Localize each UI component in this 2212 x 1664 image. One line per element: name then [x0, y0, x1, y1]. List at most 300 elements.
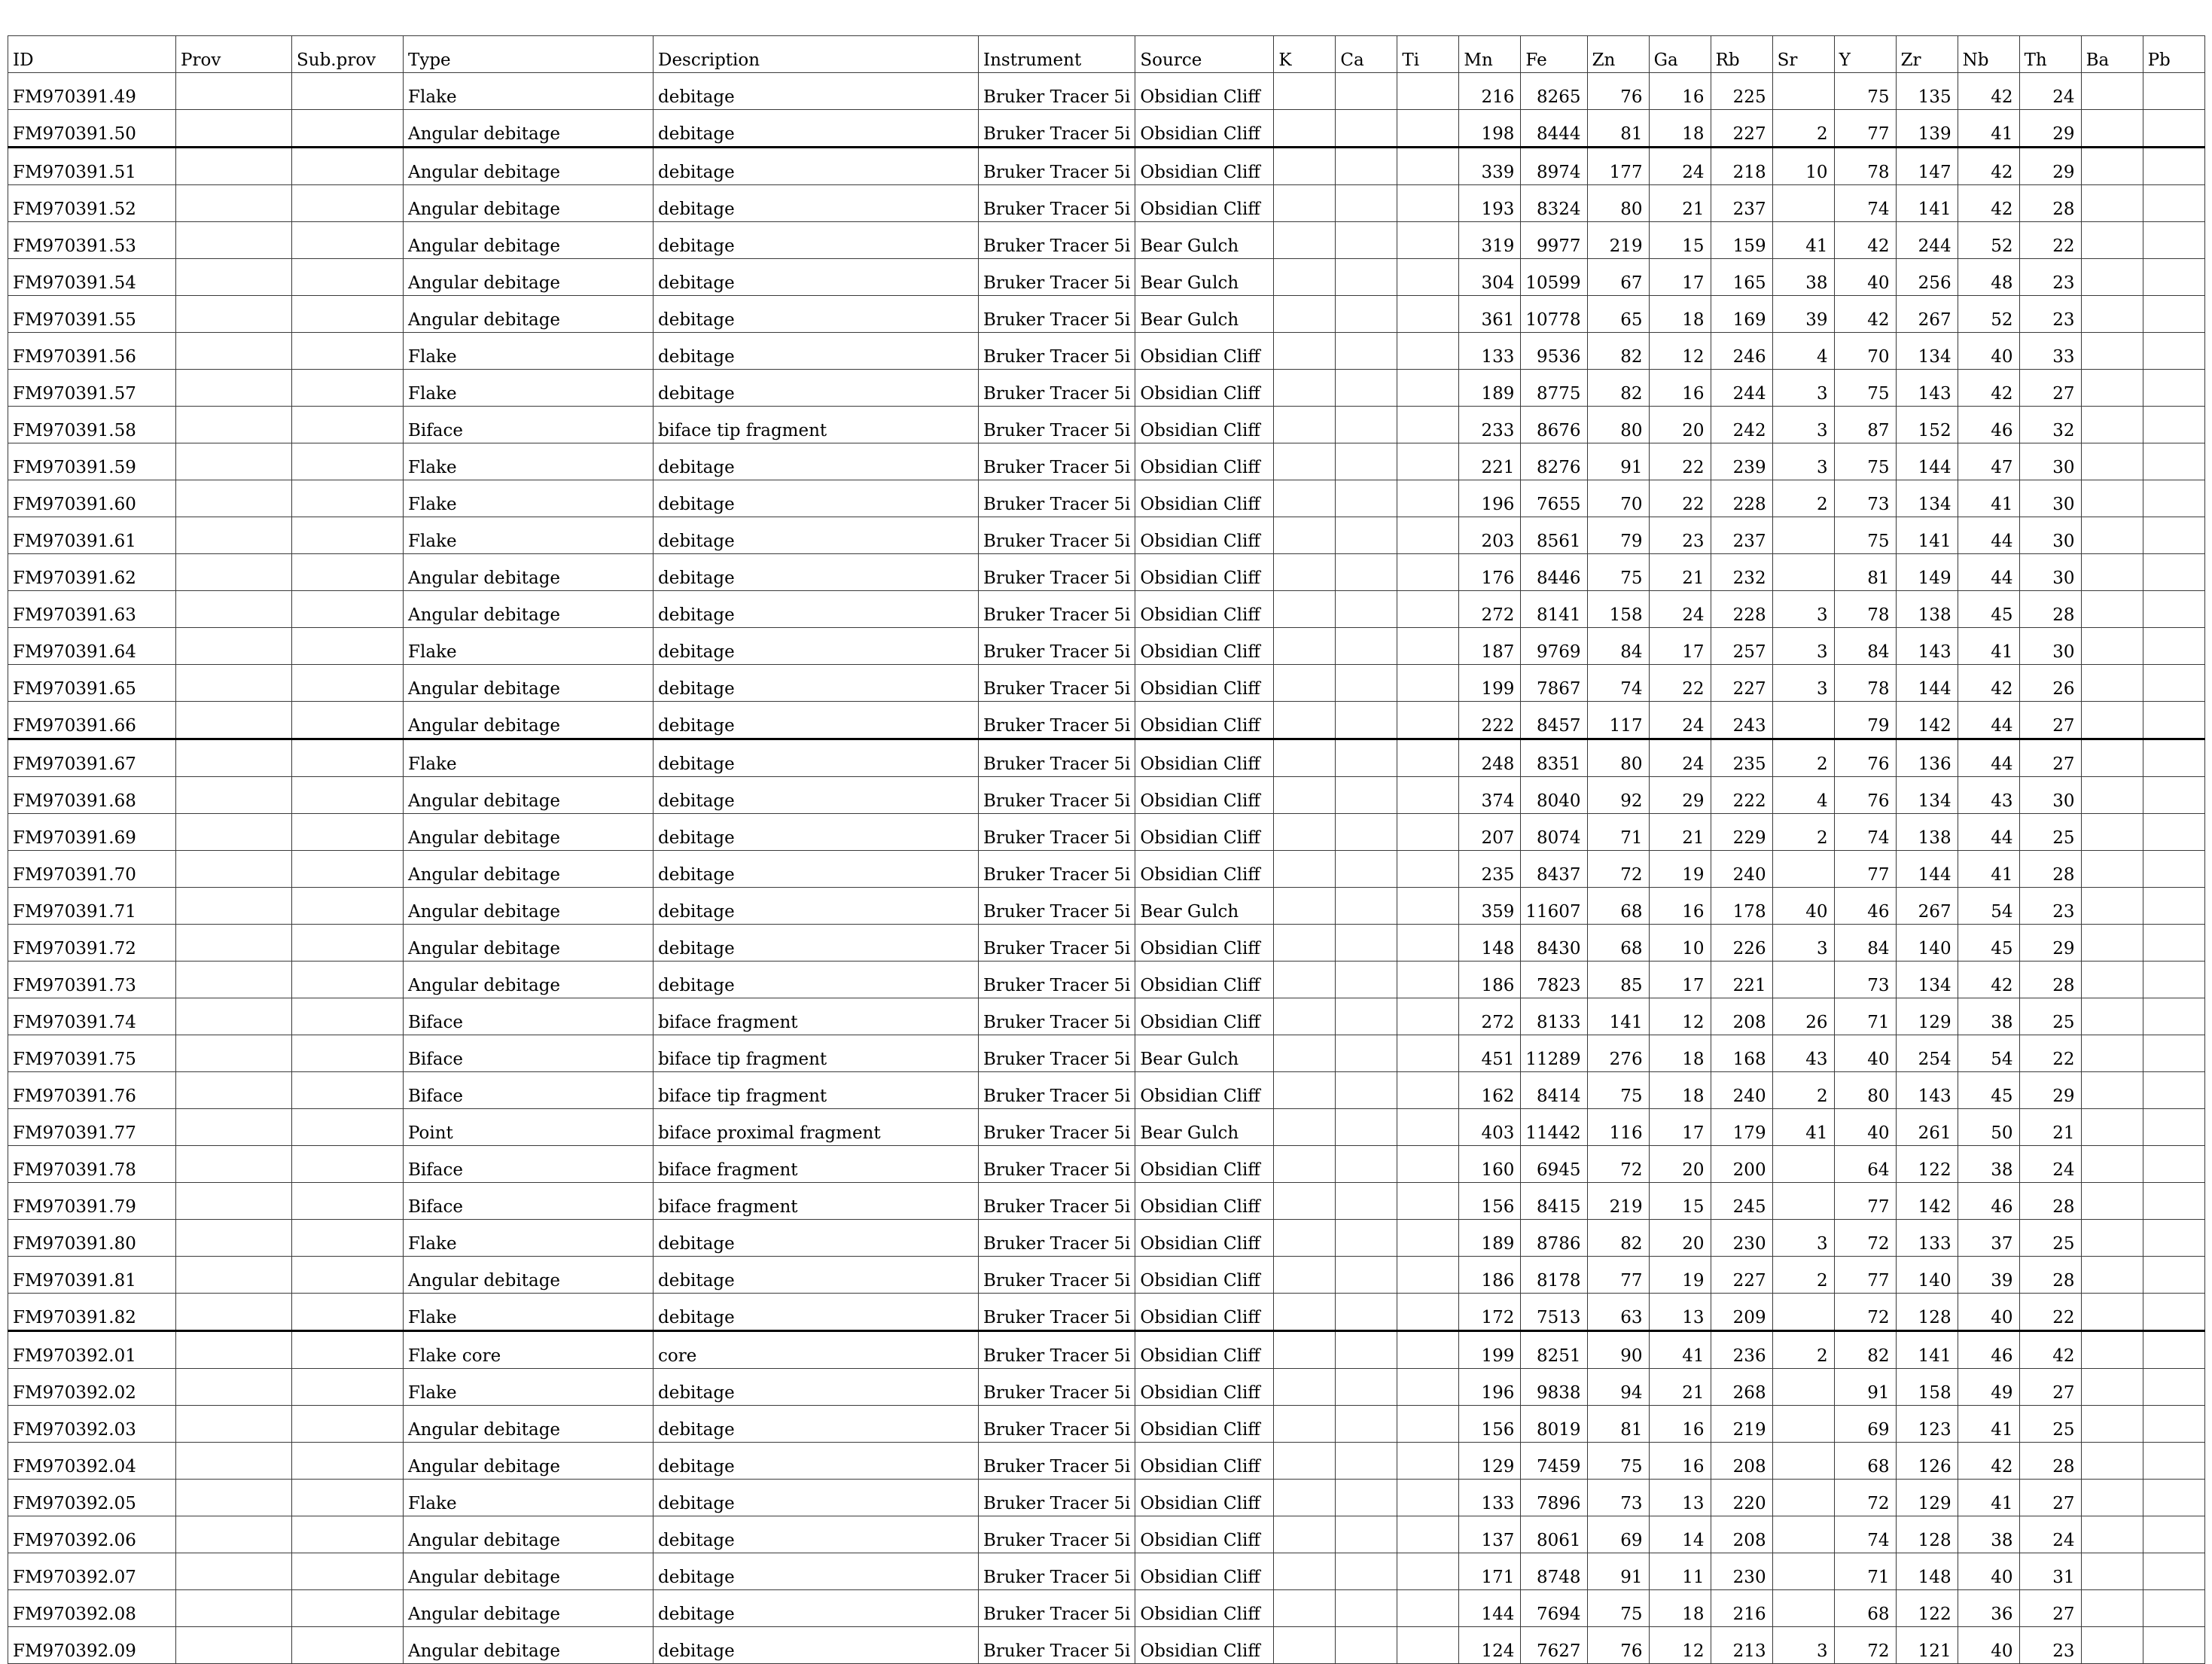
- table-cell: 198: [1459, 110, 1521, 148]
- table-cell: [1274, 962, 1336, 998]
- table-cell: 229: [1711, 814, 1772, 851]
- table-cell: 52: [1958, 222, 2019, 259]
- table-cell: 27: [2019, 370, 2081, 407]
- table-cell: 267: [1896, 888, 1958, 925]
- table-cell: Bruker Tracer 5i: [979, 1406, 1135, 1443]
- table-cell: 227: [1711, 1257, 1772, 1294]
- table-cell: debitage: [654, 1553, 979, 1590]
- table-cell: 22: [1649, 480, 1711, 517]
- table-cell: Obsidian Cliff: [1135, 702, 1274, 739]
- table-cell: 218: [1711, 148, 1772, 185]
- column-header: Y: [1834, 36, 1896, 73]
- table-cell: [176, 888, 292, 925]
- table-cell: 41: [1958, 110, 2019, 148]
- table-cell: Obsidian Cliff: [1135, 370, 1274, 407]
- table-cell: Angular debitage: [404, 888, 654, 925]
- column-header: Zn: [1587, 36, 1649, 73]
- table-cell: Bear Gulch: [1135, 1109, 1274, 1146]
- table-cell: Angular debitage: [404, 148, 654, 185]
- table-cell: debitage: [654, 443, 979, 480]
- table-cell: [2081, 1183, 2143, 1220]
- table-cell: 91: [1834, 1369, 1896, 1406]
- table-cell: [176, 1146, 292, 1183]
- table-cell: 75: [1834, 73, 1896, 110]
- table-cell: 148: [1459, 925, 1521, 962]
- table-cell: [1336, 296, 1397, 333]
- table-cell: 18: [1649, 110, 1711, 148]
- table-row: [8, 1035, 2205, 1072]
- table-cell: [176, 480, 292, 517]
- table-cell: 71: [1587, 814, 1649, 851]
- table-cell: [176, 702, 292, 739]
- table-cell: 38: [1958, 1146, 2019, 1183]
- column-header: Zr: [1896, 36, 1958, 73]
- table-cell: [2143, 1627, 2204, 1664]
- table-cell: Obsidian Cliff: [1135, 148, 1274, 185]
- table-cell: [176, 777, 292, 814]
- table-cell: [1397, 1590, 1459, 1627]
- table-cell: [1274, 407, 1336, 443]
- table-cell: 29: [2019, 925, 2081, 962]
- table-cell: Flake core: [404, 1331, 654, 1369]
- table-cell: [292, 1406, 404, 1443]
- table-cell: Bruker Tracer 5i: [979, 1072, 1135, 1109]
- table-cell: debitage: [654, 222, 979, 259]
- table-cell: Biface: [404, 1146, 654, 1183]
- table-cell: 26: [2019, 665, 2081, 702]
- table-cell: FM970391.75: [8, 1035, 176, 1072]
- table-cell: 17: [1649, 1109, 1711, 1146]
- table-cell: FM970391.49: [8, 73, 176, 110]
- table-cell: [292, 628, 404, 665]
- table-cell: 8040: [1521, 777, 1587, 814]
- table-cell: 11607: [1521, 888, 1587, 925]
- table-cell: 27: [2019, 1480, 2081, 1516]
- table-row: [8, 1072, 2205, 1109]
- table-cell: 28: [2019, 591, 2081, 628]
- table-cell: [2081, 1331, 2143, 1369]
- table-cell: 169: [1711, 296, 1772, 333]
- table-cell: 221: [1711, 962, 1772, 998]
- table-cell: [292, 739, 404, 777]
- table-cell: [2143, 1146, 2204, 1183]
- table-cell: 228: [1711, 480, 1772, 517]
- table-cell: 143: [1896, 370, 1958, 407]
- table-cell: [1336, 1627, 1397, 1664]
- table-cell: [1397, 702, 1459, 739]
- column-header: Rb: [1711, 36, 1772, 73]
- table-cell: Biface: [404, 407, 654, 443]
- table-cell: 33: [2019, 333, 2081, 370]
- table-cell: 2: [1772, 739, 1834, 777]
- table-cell: Bruker Tracer 5i: [979, 1369, 1135, 1406]
- table-cell: Bruker Tracer 5i: [979, 591, 1135, 628]
- table-cell: 42: [1958, 185, 2019, 222]
- table-row: [8, 702, 2205, 739]
- table-cell: 8178: [1521, 1257, 1587, 1294]
- table-cell: 30: [2019, 480, 2081, 517]
- table-cell: 2: [1772, 814, 1834, 851]
- table-cell: [176, 814, 292, 851]
- table-cell: [176, 1109, 292, 1146]
- table-cell: [2081, 702, 2143, 739]
- table-cell: Angular debitage: [404, 962, 654, 998]
- table-cell: Angular debitage: [404, 1257, 654, 1294]
- table-cell: 144: [1459, 1590, 1521, 1627]
- table-cell: [176, 665, 292, 702]
- table-cell: Bruker Tracer 5i: [979, 148, 1135, 185]
- table-cell: [2143, 739, 2204, 777]
- table-cell: [1336, 1257, 1397, 1294]
- table-cell: [1397, 1072, 1459, 1109]
- table-cell: 142: [1896, 1183, 1958, 1220]
- table-cell: Angular debitage: [404, 925, 654, 962]
- table-cell: Flake: [404, 480, 654, 517]
- table-cell: [1336, 998, 1397, 1035]
- table-cell: [2081, 962, 2143, 998]
- table-cell: 8457: [1521, 702, 1587, 739]
- table-cell: 18: [1649, 1035, 1711, 1072]
- table-cell: 45: [1958, 1072, 2019, 1109]
- table-cell: 186: [1459, 1257, 1521, 1294]
- table-cell: 177: [1587, 148, 1649, 185]
- column-header: Pb: [2143, 36, 2204, 73]
- table-cell: 256: [1896, 259, 1958, 296]
- table-cell: Bruker Tracer 5i: [979, 443, 1135, 480]
- table-cell: [1274, 1109, 1336, 1146]
- table-cell: 227: [1711, 665, 1772, 702]
- table-cell: 8676: [1521, 407, 1587, 443]
- table-cell: 141: [1896, 1331, 1958, 1369]
- table-cell: Bruker Tracer 5i: [979, 665, 1135, 702]
- table-cell: 129: [1896, 998, 1958, 1035]
- table-cell: [2143, 814, 2204, 851]
- table-cell: [1772, 702, 1834, 739]
- table-cell: [176, 259, 292, 296]
- table-cell: [292, 777, 404, 814]
- table-cell: 162: [1459, 1072, 1521, 1109]
- table-cell: [2143, 333, 2204, 370]
- table-cell: 69: [1834, 1406, 1896, 1443]
- table-cell: Angular debitage: [404, 554, 654, 591]
- table-cell: Flake: [404, 628, 654, 665]
- table-cell: 199: [1459, 665, 1521, 702]
- table-cell: [176, 1406, 292, 1443]
- table-cell: 28: [2019, 962, 2081, 998]
- table-cell: 8276: [1521, 443, 1587, 480]
- table-cell: [1336, 110, 1397, 148]
- table-cell: [1772, 962, 1834, 998]
- table-cell: 29: [2019, 110, 2081, 148]
- table-cell: 3: [1772, 591, 1834, 628]
- table-cell: debitage: [654, 628, 979, 665]
- table-cell: 139: [1896, 110, 1958, 148]
- table-cell: Angular debitage: [404, 1627, 654, 1664]
- table-cell: [2143, 1257, 2204, 1294]
- table-cell: [2143, 702, 2204, 739]
- table-cell: [176, 148, 292, 185]
- table-cell: 7823: [1521, 962, 1587, 998]
- table-cell: 8141: [1521, 591, 1587, 628]
- table-cell: 123: [1896, 1406, 1958, 1443]
- table-cell: 42: [1958, 148, 2019, 185]
- table-cell: 21: [1649, 814, 1711, 851]
- table-cell: 121: [1896, 1627, 1958, 1664]
- table-cell: [2143, 1220, 2204, 1257]
- table-cell: 6945: [1521, 1146, 1587, 1183]
- table-cell: Angular debitage: [404, 110, 654, 148]
- table-cell: [1274, 1146, 1336, 1183]
- table-cell: 208: [1711, 998, 1772, 1035]
- table-cell: [1397, 73, 1459, 110]
- table-cell: [1397, 1183, 1459, 1220]
- table-cell: [1772, 1146, 1834, 1183]
- table-cell: 78: [1834, 148, 1896, 185]
- table-cell: 3: [1772, 1627, 1834, 1664]
- table-cell: [2143, 1072, 2204, 1109]
- table-cell: 27: [2019, 702, 2081, 739]
- table-cell: 77: [1587, 1257, 1649, 1294]
- table-cell: Bruker Tracer 5i: [979, 777, 1135, 814]
- table-cell: 16: [1649, 370, 1711, 407]
- table-cell: Bruker Tracer 5i: [979, 1553, 1135, 1590]
- table-cell: 91: [1587, 1553, 1649, 1590]
- table-cell: 2: [1772, 480, 1834, 517]
- table-cell: 49: [1958, 1369, 2019, 1406]
- table-cell: FM970391.56: [8, 333, 176, 370]
- table-cell: [1772, 1480, 1834, 1516]
- table-cell: [1336, 1590, 1397, 1627]
- table-row: [8, 998, 2205, 1035]
- table-cell: debitage: [654, 962, 979, 998]
- table-cell: 46: [1958, 1183, 2019, 1220]
- table-cell: [2081, 1257, 2143, 1294]
- table-cell: 134: [1896, 962, 1958, 998]
- table-cell: 40: [1834, 259, 1896, 296]
- table-row: [8, 148, 2205, 185]
- table-cell: [1772, 1183, 1834, 1220]
- table-cell: 15: [1649, 1183, 1711, 1220]
- table-row: [8, 591, 2205, 628]
- table-cell: 9536: [1521, 333, 1587, 370]
- table-cell: [1772, 73, 1834, 110]
- table-cell: 23: [2019, 259, 2081, 296]
- table-cell: core: [654, 1331, 979, 1369]
- table-cell: 87: [1834, 407, 1896, 443]
- table-cell: 124: [1459, 1627, 1521, 1664]
- table-cell: 40: [1834, 1109, 1896, 1146]
- table-cell: [1336, 925, 1397, 962]
- table-cell: FM970392.05: [8, 1480, 176, 1516]
- table-cell: [292, 962, 404, 998]
- table-cell: 3: [1772, 665, 1834, 702]
- table-cell: 75: [1587, 554, 1649, 591]
- table-cell: [292, 148, 404, 185]
- table-cell: 232: [1711, 554, 1772, 591]
- table-cell: debitage: [654, 591, 979, 628]
- table-cell: FM970391.70: [8, 851, 176, 888]
- table-cell: [292, 1590, 404, 1627]
- table-cell: [292, 1183, 404, 1220]
- table-cell: [2081, 1480, 2143, 1516]
- table-cell: 213: [1711, 1627, 1772, 1664]
- table-cell: [2143, 1590, 2204, 1627]
- table-cell: Bruker Tracer 5i: [979, 1183, 1135, 1220]
- table-cell: Biface: [404, 1035, 654, 1072]
- table-cell: [292, 222, 404, 259]
- table-cell: 133: [1896, 1220, 1958, 1257]
- table-cell: 133: [1459, 333, 1521, 370]
- table-cell: 40: [1834, 1035, 1896, 1072]
- table-cell: [2143, 73, 2204, 110]
- table-cell: [2081, 1035, 2143, 1072]
- table-cell: 43: [1772, 1035, 1834, 1072]
- table-cell: Obsidian Cliff: [1135, 814, 1274, 851]
- table-cell: Obsidian Cliff: [1135, 1553, 1274, 1590]
- table-cell: 19: [1649, 1257, 1711, 1294]
- table-cell: Angular debitage: [404, 1590, 654, 1627]
- table-cell: Flake: [404, 333, 654, 370]
- table-cell: [1772, 1590, 1834, 1627]
- table-cell: debitage: [654, 665, 979, 702]
- table-cell: 29: [1649, 777, 1711, 814]
- table-cell: 68: [1587, 888, 1649, 925]
- table-cell: Bear Gulch: [1135, 259, 1274, 296]
- table-cell: [2081, 1109, 2143, 1146]
- table-cell: [1336, 1480, 1397, 1516]
- table-cell: 46: [1958, 407, 2019, 443]
- table-cell: 209: [1711, 1294, 1772, 1331]
- table-cell: 137: [1459, 1516, 1521, 1553]
- table-row: [8, 1480, 2205, 1516]
- table-cell: Obsidian Cliff: [1135, 185, 1274, 222]
- table-cell: [292, 1220, 404, 1257]
- table-cell: 29: [2019, 148, 2081, 185]
- table-cell: [2143, 1553, 2204, 1590]
- table-cell: 21: [2019, 1109, 2081, 1146]
- table-cell: 41: [1958, 1406, 2019, 1443]
- table-cell: 2: [1772, 110, 1834, 148]
- table-cell: 73: [1834, 962, 1896, 998]
- table-cell: 244: [1711, 370, 1772, 407]
- table-cell: 272: [1459, 591, 1521, 628]
- table-cell: 69: [1587, 1516, 1649, 1553]
- table-cell: [292, 1516, 404, 1553]
- table-cell: [2081, 73, 2143, 110]
- table-cell: Bruker Tracer 5i: [979, 814, 1135, 851]
- table-cell: [2081, 296, 2143, 333]
- table-cell: 80: [1834, 1072, 1896, 1109]
- table-cell: Flake: [404, 1220, 654, 1257]
- table-cell: [292, 665, 404, 702]
- table-cell: [1772, 1443, 1834, 1480]
- table-cell: [176, 185, 292, 222]
- table-cell: 304: [1459, 259, 1521, 296]
- table-cell: Bruker Tracer 5i: [979, 370, 1135, 407]
- table-row: [8, 1146, 2205, 1183]
- table-cell: [2143, 259, 2204, 296]
- table-cell: 219: [1711, 1406, 1772, 1443]
- table-cell: FM970391.77: [8, 1109, 176, 1146]
- table-cell: [292, 110, 404, 148]
- table-cell: 43: [1958, 777, 2019, 814]
- table-row: [8, 628, 2205, 665]
- table-cell: 24: [1649, 739, 1711, 777]
- table-cell: 74: [1834, 185, 1896, 222]
- table-cell: 3: [1772, 1220, 1834, 1257]
- table-cell: 221: [1459, 443, 1521, 480]
- table-cell: [176, 370, 292, 407]
- column-header: Sr: [1772, 36, 1834, 73]
- table-cell: 243: [1711, 702, 1772, 739]
- table-cell: [1397, 1443, 1459, 1480]
- table-cell: [292, 407, 404, 443]
- table-cell: 77: [1834, 110, 1896, 148]
- table-cell: 42: [1834, 222, 1896, 259]
- table-row: [8, 1627, 2205, 1664]
- table-cell: 36: [1958, 1590, 2019, 1627]
- table-cell: [1397, 443, 1459, 480]
- table-cell: 319: [1459, 222, 1521, 259]
- column-header: Instrument: [979, 36, 1135, 73]
- table-cell: [1397, 777, 1459, 814]
- table-cell: FM970391.59: [8, 443, 176, 480]
- table-cell: Angular debitage: [404, 851, 654, 888]
- table-cell: Bruker Tracer 5i: [979, 998, 1135, 1035]
- table-cell: 143: [1896, 628, 1958, 665]
- table-cell: 73: [1834, 480, 1896, 517]
- table-cell: Obsidian Cliff: [1135, 1183, 1274, 1220]
- table-cell: 41: [1958, 1480, 2019, 1516]
- table-cell: [2143, 998, 2204, 1035]
- table-cell: 239: [1711, 443, 1772, 480]
- table-cell: [1274, 148, 1336, 185]
- column-header: Ca: [1336, 36, 1397, 73]
- table-cell: [1772, 851, 1834, 888]
- table-cell: 208: [1711, 1443, 1772, 1480]
- table-cell: 23: [1649, 517, 1711, 554]
- table-cell: biface tip fragment: [654, 1035, 979, 1072]
- table-cell: Obsidian Cliff: [1135, 665, 1274, 702]
- table-cell: [176, 1369, 292, 1406]
- table-cell: [2143, 925, 2204, 962]
- table-cell: debitage: [654, 1443, 979, 1480]
- table-cell: [176, 443, 292, 480]
- table-cell: debitage: [654, 1627, 979, 1664]
- table-cell: FM970391.80: [8, 1220, 176, 1257]
- table-cell: [2143, 665, 2204, 702]
- table-cell: [1274, 1590, 1336, 1627]
- table-cell: Obsidian Cliff: [1135, 517, 1274, 554]
- column-header: Ba: [2081, 36, 2143, 73]
- table-cell: 68: [1834, 1443, 1896, 1480]
- table-cell: Bruker Tracer 5i: [979, 1331, 1135, 1369]
- table-cell: 220: [1711, 1480, 1772, 1516]
- table-cell: 4: [1772, 777, 1834, 814]
- table-cell: Bruker Tracer 5i: [979, 1257, 1135, 1294]
- table-cell: 248: [1459, 739, 1521, 777]
- table-cell: [2081, 777, 2143, 814]
- table-cell: [1397, 628, 1459, 665]
- table-cell: 65: [1587, 296, 1649, 333]
- table-cell: 30: [2019, 777, 2081, 814]
- table-cell: [2081, 370, 2143, 407]
- table-cell: 54: [1958, 1035, 2019, 1072]
- table-cell: 8974: [1521, 148, 1587, 185]
- table-cell: 81: [1834, 554, 1896, 591]
- table-cell: Bruker Tracer 5i: [979, 407, 1135, 443]
- table-cell: 29: [2019, 1072, 2081, 1109]
